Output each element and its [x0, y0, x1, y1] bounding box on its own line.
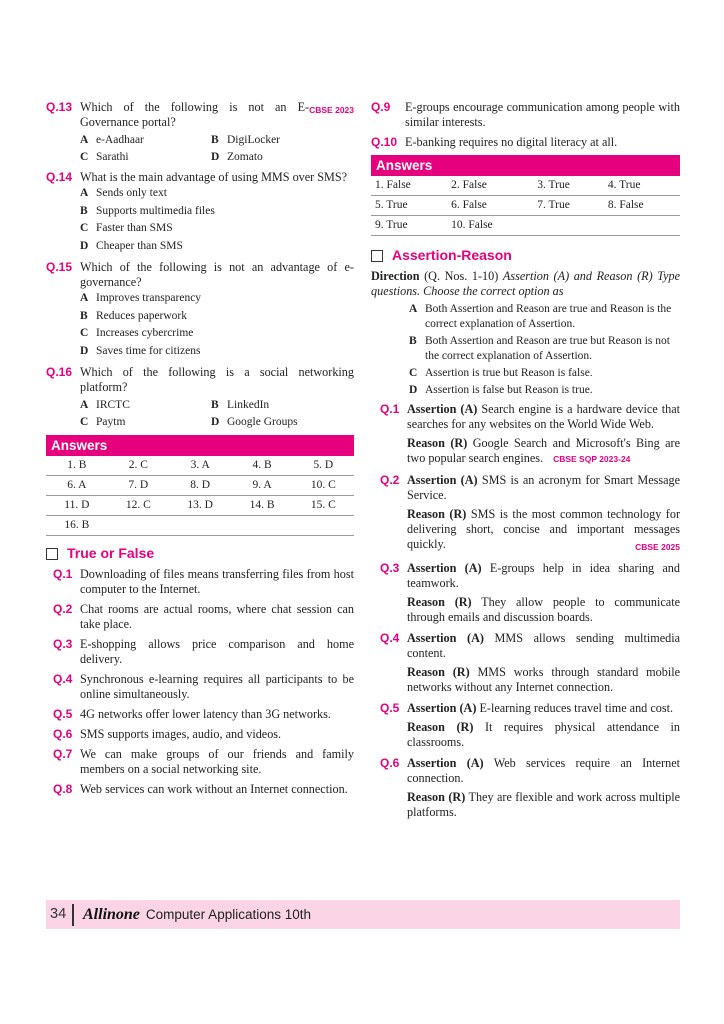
- question-body: [407, 561, 680, 625]
- answer-cell: 4. B: [231, 456, 292, 476]
- statement-item: [46, 727, 354, 742]
- statement-item: [371, 135, 680, 150]
- true-false-list: [46, 567, 354, 797]
- question-body: [407, 756, 680, 820]
- answer-cell: 11. D: [46, 496, 108, 516]
- option-letter: B: [211, 134, 219, 146]
- option: [80, 397, 211, 414]
- assertion-label: Assertion (A): [407, 402, 478, 416]
- option: [211, 414, 354, 431]
- question-number: Q.9: [371, 100, 391, 114]
- statement-item: [46, 707, 354, 722]
- answer-cell: 14. B: [231, 496, 292, 516]
- option: [80, 290, 354, 308]
- option-letter: D: [211, 150, 220, 163]
- options-list: [80, 185, 354, 255]
- statement-item: [46, 672, 354, 702]
- question-text-content: Which of the following is a social networking platform?: [80, 365, 354, 394]
- statement-text: Web services can work without an Internet connection.: [80, 782, 348, 796]
- answers-row: [371, 176, 680, 196]
- reason-content: SMS is the most common technology for delivering short, concise and important messages quickly.: [407, 507, 680, 551]
- reason-content: They allow people to communicate through emails and discussion boards.: [407, 595, 680, 624]
- question-item: [46, 100, 354, 165]
- answer-cell: 3. A: [169, 456, 231, 476]
- footer-divider: [72, 904, 74, 926]
- answer-cell: [604, 216, 680, 236]
- option-letter: D: [80, 239, 89, 252]
- option-letter: C: [80, 415, 89, 428]
- question-number: Q.5: [380, 701, 400, 715]
- answer-cell: 10. False: [447, 216, 533, 236]
- statement-text: We can make groups of our friends and family members on a social networking site.: [80, 747, 354, 776]
- option-letter: A: [409, 303, 418, 315]
- statement-item: [46, 782, 354, 797]
- answers-table: [371, 176, 680, 236]
- option-text: Assertion is false but Reason is true.: [425, 384, 593, 396]
- option-text: Sends only text: [96, 187, 167, 199]
- assertion-content: Search engine is a hardware device that searches for any websites on the World Wide Web.: [407, 402, 681, 431]
- reason-text: [407, 790, 680, 820]
- answers-row: [46, 476, 354, 496]
- answer-cell: [231, 516, 292, 536]
- option: [80, 203, 354, 221]
- answer-cell: [169, 516, 231, 536]
- option-letter: B: [80, 309, 88, 322]
- statement-item: [46, 567, 354, 597]
- option-text: Assertion is true but Reason is false.: [425, 367, 593, 379]
- answer-cell: 7. D: [108, 476, 169, 496]
- question-number: Q.16: [46, 365, 73, 379]
- option: [80, 132, 211, 149]
- option: [80, 238, 354, 256]
- question-number: Q.6: [380, 756, 400, 770]
- option-letter: D: [211, 415, 220, 428]
- answer-cell: 3. True: [533, 176, 604, 196]
- option-letter: B: [409, 335, 417, 347]
- option-letter: C: [80, 222, 89, 234]
- checkbox-icon: [371, 250, 383, 262]
- reason-content: MMS works through standard mobile networks without any Internet connection.: [407, 665, 680, 694]
- assertion-text: [407, 631, 680, 661]
- source-tag: CBSE 2025: [635, 542, 680, 552]
- section-heading-assertion-reason: [371, 248, 680, 263]
- assertion-reason-item: [371, 561, 680, 625]
- answers-table: [46, 456, 354, 536]
- page-footer: [46, 900, 680, 929]
- question-text: [80, 170, 354, 185]
- question-body: [80, 260, 354, 360]
- reason-content: It requires physical attendance in classrooms.: [407, 720, 680, 749]
- answers-row: [371, 196, 680, 216]
- assertion-text: [407, 756, 680, 786]
- true-false-list-continued: [371, 100, 680, 150]
- option-letter: A: [80, 399, 89, 411]
- reason-text: [407, 720, 680, 750]
- assertion-content: E-learning reduces travel time and cost.: [479, 701, 674, 715]
- section-title: Assertion-Reason: [392, 247, 512, 263]
- question-number: Q.5: [53, 707, 73, 721]
- answers-block-left: [46, 435, 354, 536]
- statement-text: E-groups encourage communication among people with similar interests.: [405, 100, 680, 129]
- assertion-reason-item: [371, 701, 680, 750]
- assertion-label: Assertion (A): [407, 631, 484, 645]
- question-body: [80, 365, 354, 430]
- assertion-text: [407, 402, 680, 432]
- option: [80, 149, 211, 166]
- source-tag: CBSE SQP 2023-24: [553, 454, 631, 464]
- option-text: Supports multimedia files: [96, 204, 215, 217]
- statement-item: [46, 637, 354, 667]
- answer-cell: 8. False: [604, 196, 680, 216]
- answers-row: [371, 216, 680, 236]
- assertion-reason-list: [371, 402, 680, 820]
- question-number: Q.1: [53, 567, 73, 581]
- source-tag: CBSE 2023: [309, 105, 354, 115]
- option: [409, 366, 680, 381]
- question-item: [46, 170, 354, 255]
- direction-text: Direction (Q. Nos. 1-10) Assertion (A) and Reason (R) Type questions. Choose the correct option as: [371, 269, 681, 298]
- answer-cell: 15. C: [293, 496, 354, 516]
- option-text: LinkedIn: [227, 399, 270, 411]
- statement-item: [46, 602, 354, 632]
- question-number: Q.2: [53, 602, 73, 616]
- answer-cell: 6. False: [447, 196, 533, 216]
- answers-row: [46, 496, 354, 516]
- answer-cell: 4. True: [604, 176, 680, 196]
- answer-cell: 1. B: [46, 456, 108, 476]
- option: [211, 149, 354, 166]
- option-letter: C: [80, 150, 89, 163]
- assertion-reason-item: [371, 402, 680, 467]
- statement-text: E-shopping allows price comparison and home delivery.: [80, 637, 354, 666]
- answers-heading: Answers: [371, 155, 680, 176]
- answer-cell: 5. True: [371, 196, 447, 216]
- option-letter: A: [80, 292, 89, 304]
- answer-cell: 9. True: [371, 216, 447, 236]
- question-number: Q.2: [380, 473, 400, 487]
- option: [409, 302, 680, 332]
- option-text: DigiLocker: [227, 134, 281, 146]
- answer-cell: 7. True: [533, 196, 604, 216]
- mcq-list: [46, 100, 354, 430]
- statement-item: [371, 100, 680, 130]
- question-number: Q.15: [46, 260, 73, 274]
- question-number: Q.4: [53, 672, 73, 686]
- section-title: True or False: [67, 545, 155, 561]
- option-text: Zomato: [227, 150, 263, 163]
- assertion-content: MMS allows sending multimedia content.: [407, 631, 680, 660]
- question-text-content: What is the main advantage of using MMS over SMS?: [80, 170, 348, 184]
- option-text: Sarathi: [96, 150, 129, 163]
- answer-cell: 8. D: [169, 476, 231, 496]
- question-number: Q.7: [53, 747, 73, 761]
- reason-label: Reason (R): [407, 436, 468, 450]
- option-text: Both Assertion and Reason are true but Reason is not the correct explanation of Assertion.: [425, 335, 670, 362]
- assertion-text: [407, 701, 680, 716]
- option: [409, 383, 680, 398]
- answers-block-right: [371, 155, 680, 236]
- answer-cell: 16. B: [46, 516, 108, 536]
- option-letter: A: [80, 187, 89, 199]
- question-body: [407, 701, 680, 750]
- question-number: Q.10: [371, 135, 398, 149]
- answer-cell: 6. A: [46, 476, 108, 496]
- option-text: Improves transparency: [96, 292, 202, 304]
- reason-text: [407, 507, 680, 552]
- question-text-content: Which of the following is not an E-Governance portal?: [80, 100, 310, 129]
- assertion-label: Assertion (A): [407, 561, 482, 575]
- options-list: [80, 290, 354, 360]
- answers-heading: Answers: [46, 435, 354, 456]
- question-body: [407, 402, 680, 467]
- option-letter: C: [80, 327, 89, 339]
- question-number: Q.13: [46, 100, 73, 114]
- answers-row: [46, 456, 354, 476]
- answers-row: [46, 516, 354, 536]
- option-letter: B: [211, 399, 219, 411]
- option-text: Saves time for citizens: [96, 344, 201, 357]
- statement-text: Chat rooms are actual rooms, where chat session can take place.: [80, 602, 354, 631]
- reason-label: Reason (R): [407, 595, 472, 609]
- reason-label: Reason (R): [407, 720, 474, 734]
- option-letter: C: [409, 367, 418, 379]
- reason-text: [407, 665, 680, 695]
- assertion-reason-item: [371, 473, 680, 555]
- answer-cell: [293, 516, 354, 536]
- question-number: Q.1: [380, 402, 400, 416]
- option: [211, 397, 354, 414]
- checkbox-icon: [46, 548, 58, 560]
- question-number: Q.3: [53, 637, 73, 651]
- question-item: [46, 365, 354, 430]
- assertion-text: [407, 473, 680, 503]
- question-body: [80, 100, 354, 165]
- assertion-text: [407, 561, 680, 591]
- statement-text: Downloading of files means transferring files from host computer to the Internet.: [80, 567, 354, 596]
- option: [80, 343, 354, 361]
- answer-cell: 2. C: [108, 456, 169, 476]
- option: [80, 308, 354, 326]
- option-text: Reduces paperwork: [96, 309, 188, 322]
- question-number: Q.6: [53, 727, 73, 741]
- question-number: Q.4: [380, 631, 400, 645]
- assertion-content: E-groups help in idea sharing and teamwork.: [407, 561, 680, 590]
- right-column: [371, 100, 680, 826]
- assertion-reason-item: [371, 631, 680, 695]
- option-text: Paytm: [96, 415, 126, 428]
- option: [80, 220, 354, 238]
- option-letter: D: [80, 344, 89, 357]
- statement-text: SMS supports images, audio, and videos.: [80, 727, 282, 741]
- option-text: Faster than SMS: [96, 222, 173, 234]
- option-text: IRCTC: [96, 399, 130, 411]
- option: [80, 414, 211, 431]
- assertion-label: Assertion (A): [407, 756, 484, 770]
- answer-cell: [108, 516, 169, 536]
- answer-cell: 5. D: [293, 456, 354, 476]
- options-list: [80, 132, 354, 165]
- question-text-content: Which of the following is not an advantage of e-governance?: [80, 260, 354, 289]
- option-text: Google Groups: [227, 415, 298, 428]
- option: [80, 325, 354, 343]
- option-text: e-Aadhaar: [96, 134, 144, 146]
- question-body: [407, 473, 680, 555]
- reason-label: Reason (R): [407, 507, 467, 521]
- statement-text: 4G networks offer lower latency than 3G networks.: [80, 707, 331, 721]
- answer-cell: 13. D: [169, 496, 231, 516]
- assertion-label: Assertion (A): [407, 701, 477, 715]
- reason-label: Reason (R): [407, 790, 466, 804]
- option-text: Increases cybercrime: [96, 327, 194, 339]
- answer-cell: 9. A: [231, 476, 292, 496]
- question-number: Q.14: [46, 170, 73, 184]
- reason-text: [407, 436, 680, 467]
- question-number: Q.3: [380, 561, 400, 575]
- question-body: [80, 170, 354, 255]
- answer-cell: 2. False: [447, 176, 533, 196]
- statement-text: E-banking requires no digital literacy at all.: [405, 135, 618, 149]
- question-item: [46, 260, 354, 360]
- question-body: [407, 631, 680, 695]
- section-heading-true-false: [46, 546, 354, 561]
- option-letter: A: [80, 134, 89, 146]
- answer-cell: 12. C: [108, 496, 169, 516]
- question-text: [80, 100, 354, 130]
- reason-label: Reason (R): [407, 665, 470, 679]
- answer-cell: 1. False: [371, 176, 447, 196]
- answer-cell: [533, 216, 604, 236]
- book-title: Computer Applications 10th: [145, 907, 312, 922]
- brand-logo: Allinone: [83, 906, 140, 923]
- question-text: [80, 260, 354, 290]
- option: [409, 334, 680, 364]
- assertion-content: Web services require an Internet connection.: [407, 756, 680, 785]
- reason-text: [407, 595, 680, 625]
- reason-content: They are flexible and work across multiple platforms.: [407, 790, 680, 819]
- option: [80, 185, 354, 203]
- option-letter: B: [80, 204, 88, 217]
- option-text: Cheaper than SMS: [96, 239, 183, 252]
- option-text: Both Assertion and Reason are true and Reason is the correct explanation of Assertion.: [425, 303, 672, 330]
- option: [211, 132, 354, 149]
- options-list: [80, 397, 354, 430]
- reason-content: Google Search and Microsoft's Bing are two popular search engines.: [407, 436, 681, 465]
- assertion-reason-item: [371, 756, 680, 820]
- option-letter: D: [409, 384, 418, 396]
- statement-item: [46, 747, 354, 777]
- answer-cell: 10. C: [293, 476, 354, 496]
- page-number: 34: [50, 906, 67, 922]
- left-column: [46, 100, 354, 802]
- assertion-label: Assertion (A): [407, 473, 478, 487]
- assertion-content: SMS is an acronym for Smart Message Service.: [407, 473, 681, 502]
- statement-text: Synchronous e-learning requires all participants to be online simultaneously.: [80, 672, 354, 701]
- assertion-reason-options: [371, 302, 680, 398]
- question-number: Q.8: [53, 782, 73, 796]
- question-text: [80, 365, 354, 395]
